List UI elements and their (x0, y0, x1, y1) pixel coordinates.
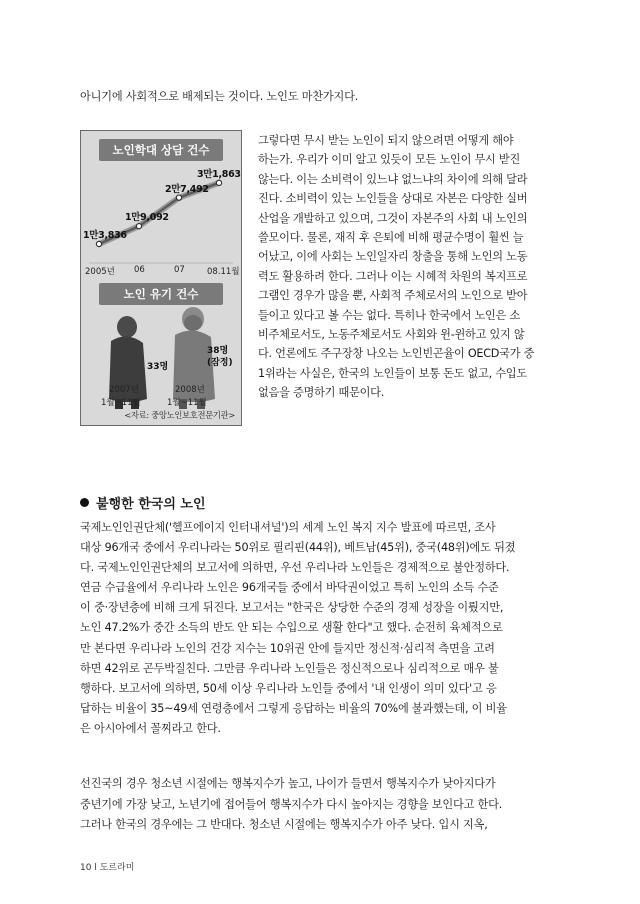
page-footer: 10 l 도르라미 (80, 863, 135, 873)
data-value-label: 2만7,492 (165, 183, 209, 195)
section-heading-text: 불행한 한국의 노인 (96, 497, 206, 512)
bullet-dot-icon (80, 498, 89, 507)
text-line: 선진국의 경우 청소년 시절에는 행복지수가 높고, 나이가 들면서 행복지수가 낮아지다가 (80, 777, 496, 790)
text-line: 들이고 있다고 볼 수는 없다. 특히나 한국에서 노인은 소 (258, 308, 521, 322)
top-paragraph-line: 아니기에 사회적으로 배제되는 것이다. 노인도 마찬가지다. (80, 90, 359, 103)
consult-line-chart (81, 165, 241, 277)
section-heading (80, 493, 206, 512)
text-line: 하면 42위로 곤두박질친다. 그만큼 우리나라 노인들은 정신적으로나 심리적으로 매우 불 (80, 661, 499, 675)
text-line: 행하다. 보고서에 의하면, 50세 이상 우리나라 노인들 중에서 '내 인생이 의미 있다'고 응 (80, 681, 497, 695)
period-label-2008: 1월~11월 (167, 398, 207, 408)
text-line: 은 아시아에서 꼴찌라고 한다. (80, 721, 221, 735)
text-line: 이 중·장년층에 비해 크게 뒤진다. 보고서는 "한국은 상당한 수준의 경제 성장을 이뤘지만, (80, 601, 504, 615)
text-line: 없음을 증명하기 때문이다. (258, 386, 385, 400)
text-line: 진다. 소비력이 있는 노인들을 상대로 자본은 다양한 실버 (258, 192, 528, 206)
x-tick-label: 07 (174, 265, 185, 275)
x-tick-label: 08.11월 (207, 267, 240, 277)
text-line: 쓸모이다. 물론, 재직 후 은퇴에 비해 평균수명이 훨씬 늘 (258, 231, 524, 245)
text-line: 대상 96개국 중에서 우리나라는 50위로 필리핀(44위), 베트남(45위), 중국(48위)에도 뒤졌 (80, 541, 516, 555)
data-value-label: 1만9,092 (125, 212, 169, 224)
text-line: 력도 활용하려 한다. 그러나 이는 시혜적 차원의 복지프로 (258, 269, 528, 283)
x-tick-label: 06 (134, 265, 145, 275)
text-line: 1위라는 사실은, 한국의 노인들이 보통 돈도 없고, 수입도 (258, 366, 527, 380)
abandon-chart-title: 노인 유기 건수 (99, 283, 223, 305)
text-line: 비주체로서도, 노동주체로서도 사회와 윈-윈하고 있지 않 (258, 328, 525, 342)
text-line: 어났고, 이에 사회는 노인일자리 창출을 통해 노인의 노동 (258, 250, 528, 264)
x-tick-label: 2005년 (85, 267, 115, 277)
data-value-label: 1만3,836 (83, 229, 127, 241)
text-line: 그렇다면 무시 받는 노인이 되지 않으려면 어떻게 해야 (258, 134, 514, 147)
abandon-note: (잠정) (207, 358, 233, 368)
right-column-paragraph (258, 131, 563, 403)
text-line: 연금 수급율에서 우리나라 노인은 96개국들 중에서 바닥권이었고 특히 노인의 소득 수준 (80, 581, 499, 595)
period-label-2007: 1월~11월 (101, 398, 141, 408)
consult-chart-title: 노인학대 상담 건수 (99, 139, 223, 161)
abandon-value-2007: 33명 (147, 362, 169, 372)
text-line: 다. 언론에도 주구장창 나오는 노인빈곤율이 OECD국가 중 (258, 347, 535, 361)
text-line: 그러나 한국의 경우에는 그 반대다. 청소년 시절에는 행복지수가 아주 낮다. 입시 지옥, (80, 818, 488, 831)
data-point (176, 195, 181, 200)
text-line: 하는가. 우리가 이미 알고 있듯이 모든 노인이 무시 받진 (258, 153, 521, 167)
text-line: 않는다. 이는 소비력이 있느냐 없느냐의 차이에 의해 달라 (258, 172, 528, 186)
year-label-2007: 2007년 (109, 385, 139, 395)
text-line: 답하는 비율이 35~49세 연령층에서 그렇게 응답하는 비율의 70%에 불과했는데, 이 비율 (80, 701, 507, 715)
text-line: 산업을 개발하고 있으며, 그것이 자본주의 사회 내 노인의 (258, 211, 528, 225)
text-line: 그램인 경우가 많을 뿐, 사회적 주체로서의 노인으로 받아 (258, 289, 528, 303)
text-line: 국제노인인권단체('헬프에이지 인터내셔널')의 세계 노인 복지 지수 발표에 따르면, 조사 (80, 521, 496, 534)
second-paragraph (80, 774, 564, 836)
data-point (216, 180, 221, 185)
year-label-2008: 2008년 (175, 385, 205, 395)
abandon-value-2008: 38명 (207, 346, 229, 356)
text-line: 다. 국제노인인권단체의 보고서에 의하면, 우선 우리나라 노인들은 경제적으로 불안정하다. (80, 561, 510, 575)
data-value-label: 3만1,863 (197, 168, 241, 180)
text-line: 중년기에 가장 낮고, 노년기에 접어들어 행복지수가 다시 높아지는 경향을 보인다고 한다. (80, 797, 503, 811)
text-line: 노인 47.2%가 중간 소득의 반도 안 되는 수입으로 생활 한다"고 했다. 순전히 육체적으로 (80, 621, 503, 635)
infographic-box (80, 130, 242, 426)
chart-source: <자료: 중앙노인보호전문기관> (124, 410, 235, 420)
section-paragraph (80, 518, 564, 739)
data-point (136, 224, 141, 229)
text-line: 만 본다면 우리나라 노인의 건강 지수는 10위권 안에 들지만 정신적·심리적 측면을 고려 (80, 641, 495, 655)
data-point (96, 241, 101, 246)
